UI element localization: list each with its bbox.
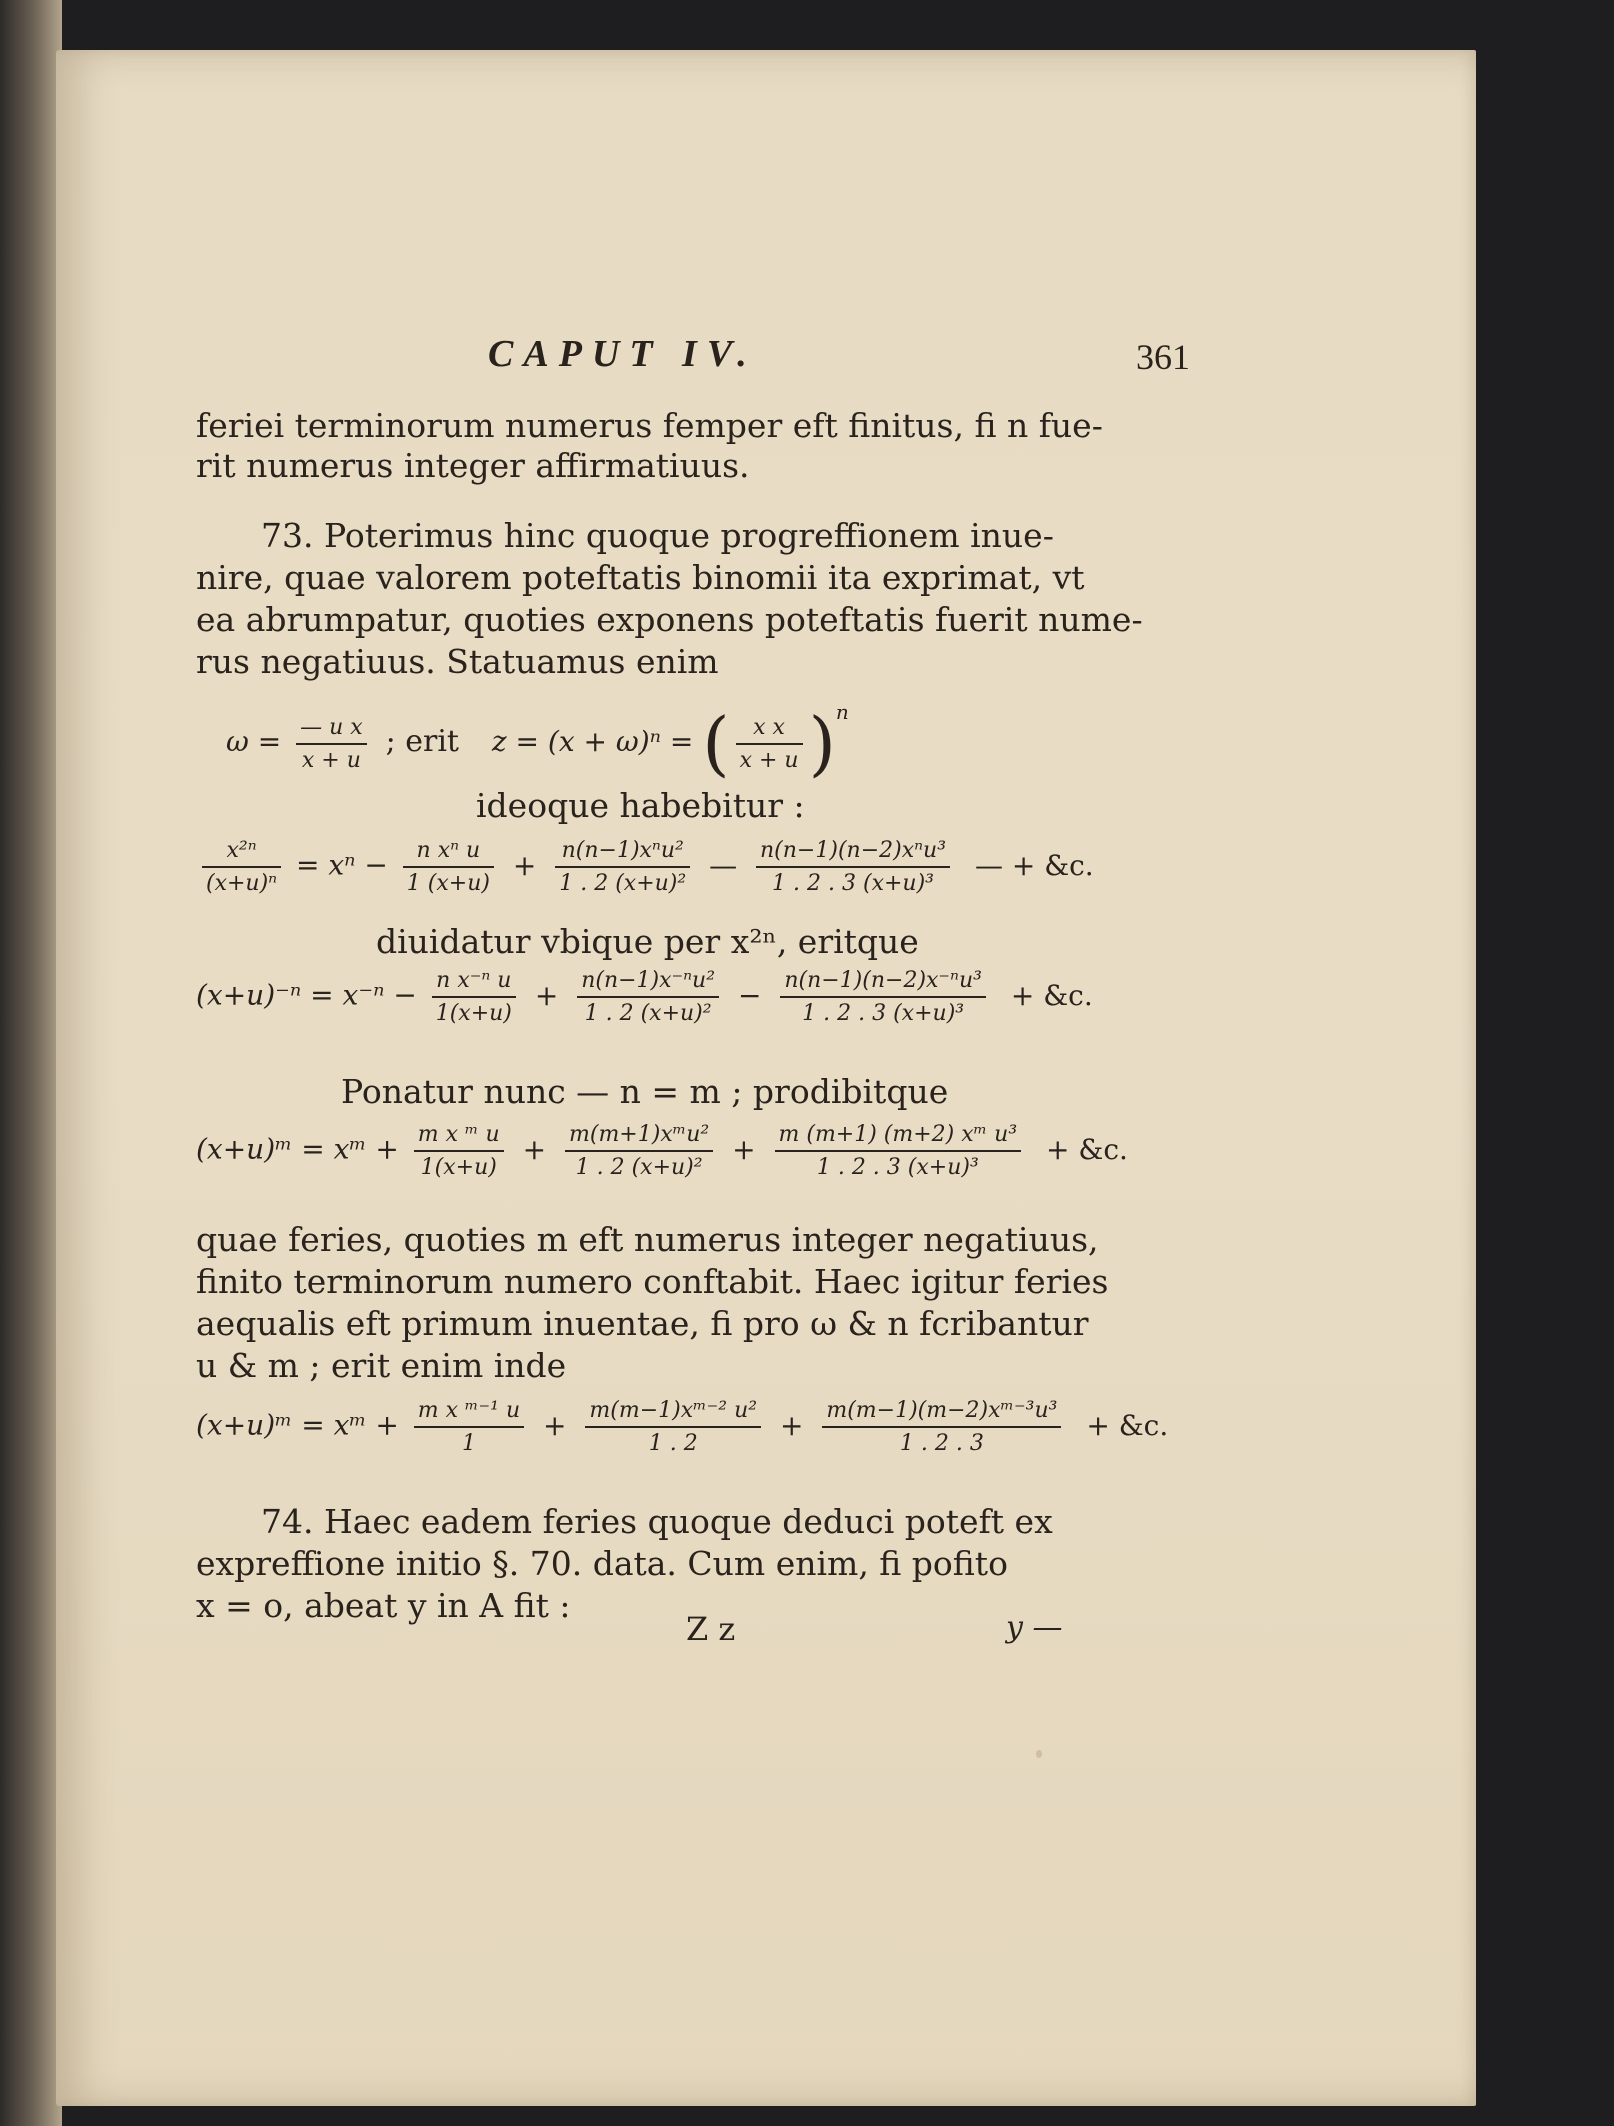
eq4-term3 — [775, 1122, 1022, 1180]
book-spine-edge — [0, 0, 62, 2126]
eq3-lhs: (x+u)⁻ⁿ = x⁻ⁿ − — [196, 978, 417, 1012]
eq1-paren-denominator: x + u — [739, 747, 799, 773]
eq1-fraction — [296, 715, 367, 773]
eq1-mid: ; erit — [385, 724, 459, 759]
text-line-7: ideoque habebitur : — [476, 786, 805, 825]
text-line-8: diuidatur vbique per x²ⁿ, eritque — [376, 922, 919, 961]
eq2-term2-denominator: 1 . 2 (x+u)² — [559, 871, 687, 896]
eq4-term1-denominator: 1(x+u) — [420, 1155, 497, 1180]
eq5-term2 — [585, 1398, 761, 1456]
eq1-denominator: x + u — [301, 747, 361, 773]
eq4-term1 — [414, 1122, 504, 1180]
catchword: y — — [1006, 1610, 1063, 1645]
eq2-term0: = xⁿ − — [296, 848, 388, 882]
eq3-op1: + — [534, 978, 559, 1012]
eq5-term3-denominator: 1 . 2 . 3 — [899, 1431, 984, 1456]
text-line-13: u & m ; erit enim inde — [196, 1346, 567, 1385]
eq3-tail: + &c. — [1010, 978, 1093, 1012]
eq5-term1-denominator: 1 — [461, 1431, 476, 1456]
eq2-lhs-denominator: (x+u)ⁿ — [206, 871, 278, 896]
eq3-term1-numerator: n x⁻ⁿ u — [432, 968, 516, 998]
eq4-term1-numerator: m x ᵐ u — [414, 1122, 504, 1152]
text-line-16: x = o, abeat y in A fit : — [196, 1586, 571, 1625]
eq1-lhs: ω = — [226, 725, 282, 758]
equation-expansion-1 — [196, 838, 1094, 896]
eq2-term1 — [403, 838, 494, 896]
eq2-lhs-fraction — [202, 838, 281, 896]
eq3-op2: − — [737, 978, 762, 1012]
text-line-5: ea abrumpatur, quoties exponens poteftatis fuerit nume- — [196, 600, 1143, 639]
eq5-lhs: (x+u)ᵐ = xᵐ + — [196, 1408, 399, 1442]
eq2-op2: — — [709, 848, 738, 882]
eq2-term3-denominator: 1 . 2 . 3 (x+u)³ — [772, 871, 934, 896]
equation-expansion-2 — [196, 968, 1093, 1026]
eq2-term3 — [756, 838, 950, 896]
eq4-term2 — [565, 1122, 713, 1180]
text-line-6: rus negatiuus. Statuamus enim — [196, 642, 719, 681]
section-73-first-line: 73. Poterimus hinc quoque progreffionem inue- — [261, 516, 1054, 555]
eq2-term2-numerator: n(n−1)xⁿu² — [555, 838, 690, 868]
eq5-term3 — [822, 1398, 1061, 1456]
eq4-op1: + — [522, 1132, 547, 1166]
paper-stain — [1036, 1750, 1042, 1758]
eq3-term1-denominator: 1(x+u) — [435, 1001, 512, 1026]
eq1-paren-numerator: x x — [736, 715, 803, 745]
text-line-11: finito terminorum numero conftabit. Haec igitur feries — [196, 1262, 1109, 1301]
eq2-op1: + — [512, 848, 537, 882]
eq5-term3-numerator: m(m−1)(m−2)xᵐ⁻³u³ — [822, 1398, 1061, 1428]
eq4-term3-denominator: 1 . 2 . 3 (x+u)³ — [816, 1155, 979, 1180]
eq3-term2-denominator: 1 . 2 (x+u)² — [584, 1001, 712, 1026]
eq2-term1-numerator: n xⁿ u — [403, 838, 494, 868]
eq1-rhs: z = (x + ω)ⁿ = — [491, 725, 694, 758]
eq1-numerator: — u x — [296, 715, 367, 745]
section-74-first-line: 74. Haec eadem feries quoque deduci poteft ex — [261, 1502, 1053, 1541]
eq4-term2-denominator: 1 . 2 (x+u)² — [575, 1155, 703, 1180]
text-line-12: aequalis eft primum inuentae, fi pro ω & n fcribantur — [196, 1304, 1089, 1343]
eq4-term3-numerator: m (m+1) (m+2) xᵐ u³ — [775, 1122, 1022, 1152]
eq2-term1-denominator: 1 (x+u) — [406, 871, 490, 896]
text-line-10: quae feries, quoties m eft numerus integer negatiuus, — [196, 1220, 1099, 1259]
eq3-term3 — [780, 968, 986, 1026]
eq5-op1: + — [543, 1408, 567, 1442]
signature-mark: Z z — [686, 1610, 736, 1648]
text-line-15: expreffione initio §. 70. data. Cum enim, fi pofito — [196, 1544, 1008, 1583]
eq5-term1 — [414, 1398, 524, 1456]
eq5-term2-numerator: m(m−1)xᵐ⁻² u² — [585, 1398, 761, 1428]
eq3-term3-numerator: n(n−1)(n−2)x⁻ⁿu³ — [780, 968, 986, 998]
eq4-lhs: (x+u)ᵐ = xᵐ + — [196, 1132, 399, 1166]
text-line-1: feriei terminorum numerus femper eft finitus, fi n fue- — [196, 406, 1103, 445]
eq5-op2: + — [779, 1408, 804, 1442]
eq2-lhs-numerator: x²ⁿ — [202, 838, 281, 868]
text-line-2: rit numerus integer affirmatiuus. — [196, 446, 750, 485]
text-line-4: nire, quae valorem poteftatis binomii ita exprimat, vt — [196, 558, 1085, 597]
eq1-paren-fraction — [736, 715, 803, 773]
text-line-9: Ponatur nunc — n = m ; prodibitque — [341, 1072, 949, 1111]
eq4-term2-numerator: m(m+1)xᵐu² — [565, 1122, 713, 1152]
eq3-term3-denominator: 1 . 2 . 3 (x+u)³ — [802, 1001, 965, 1026]
equation-omega — [226, 700, 849, 785]
running-title: CAPUT IV. — [488, 333, 757, 375]
page-number: 361 — [1136, 337, 1190, 377]
eq1-close-paren: ) — [808, 702, 836, 785]
eq1-exponent: n — [835, 700, 849, 724]
eq3-term1 — [432, 968, 516, 1026]
equation-expansion-4 — [196, 1398, 1168, 1456]
eq5-tail: + &c. — [1086, 1408, 1169, 1442]
eq4-op2: + — [732, 1132, 756, 1166]
eq3-term2 — [577, 968, 719, 1026]
equation-expansion-3 — [196, 1122, 1128, 1180]
eq1-open-paren: ( — [702, 702, 730, 785]
eq2-tail: — + &c. — [974, 848, 1094, 882]
book-page — [56, 50, 1476, 2106]
eq3-term2-numerator: n(n−1)x⁻ⁿu² — [577, 968, 719, 998]
eq2-term2 — [555, 838, 690, 896]
eq5-term1-numerator: m x ᵐ⁻¹ u — [414, 1398, 524, 1428]
eq5-term2-denominator: 1 . 2 — [648, 1431, 698, 1456]
eq4-tail: + &c. — [1046, 1132, 1128, 1166]
eq2-term3-numerator: n(n−1)(n−2)xⁿu³ — [756, 838, 950, 868]
